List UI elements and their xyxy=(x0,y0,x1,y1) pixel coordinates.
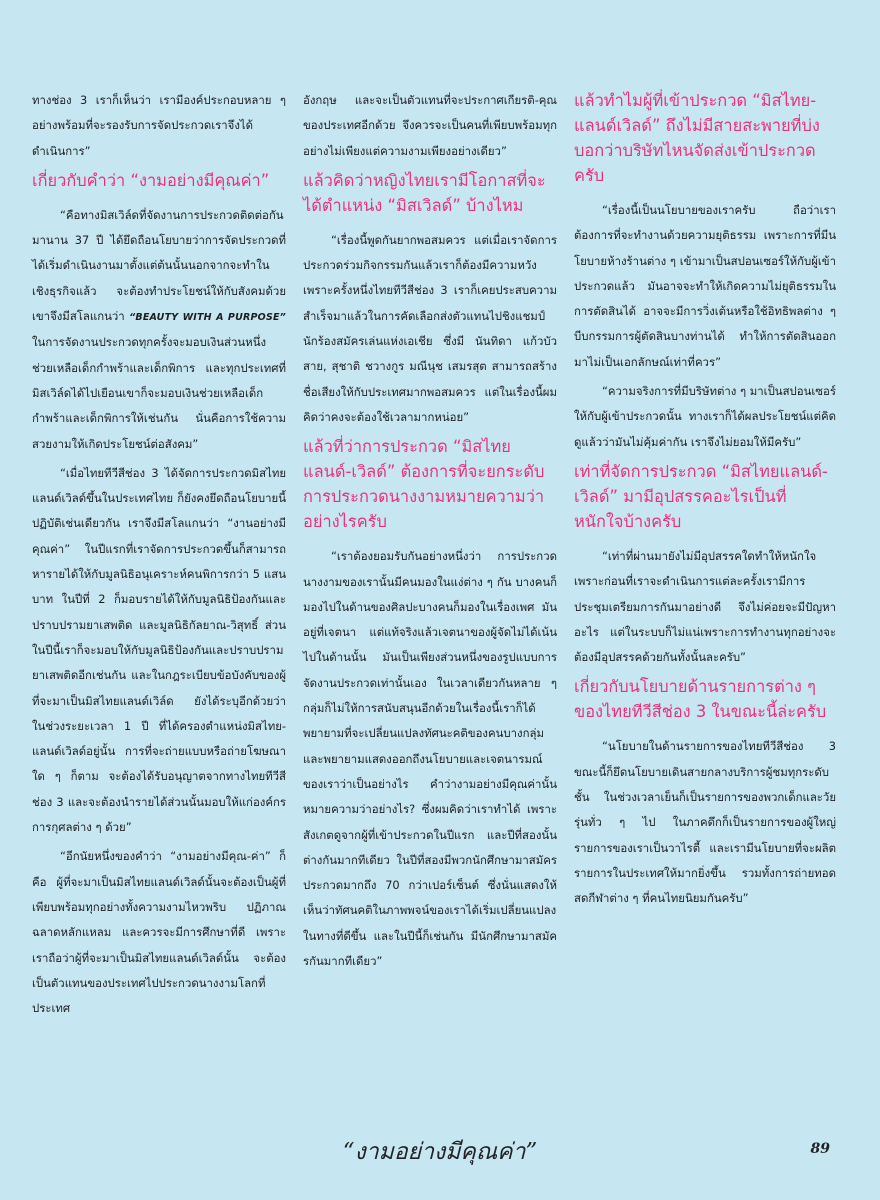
english-slogan: “BEAUTY WITH A PURPOSE” xyxy=(129,312,286,324)
paragraph: “เรื่องนี้พูดกันยากพอสมควร แต่เมื่อเราจัดการประกวดร่วมกิจกรรมกันแล้วเราก็ต้องมีความหวัง เพราะครั้งหนึ่งไทยทีวีสีช่อง 3 เราก็เคยประสบความสำเร็จมาแล้วในการคัดเลือกส่งตัวแทนไปชิงแชมป์นักร้องสมัครเล่นแห่งเอเชีย ซึ่งมี นันทิดา แก้วบัวสาย, สุชาติ ชวางกูร มณีนุช เสมรสุต สามารถสร้างชื่อเสียงให้กับประเทศมากพอสมควร แต่ในเรื่องนี้ผมคิดว่าคงจะต้องใช้เวลามากหน่อย” xyxy=(303,232,557,424)
section-heading: แล้วทำไมผู้ที่เข้าประกวด “มิสไทย-แลนด์เวิลด์” ถึงไม่มีสายสะพายที่บ่งบอกว่าบริษัทไหนจัดส่งเข้าประกวดครับ xyxy=(574,91,820,185)
column-right xyxy=(574,84,836,916)
paragraph-text: “คือทางมิสเวิล์ดที่จัดงานการประกวดติดต่อกันมานาน 37 ปี ได้ยึดถือนโยบายว่าการจัดประกวดที่ได้เริ่มดำเนินงานมาตั้งแต่ต้นนั้นนอกจากจะทำในเชิงธุรกิจแล้ว จะต้องทำประโยชน์ให้กับสังคมด้วย เขาจึงมีสโลแกนว่า xyxy=(32,207,286,324)
paragraph: “อีกนัยหนึ่งของคำว่า “งามอย่างมีคุณ-ค่า” ก็คือ ผู้ที่จะมาเป็นมิสไทยแลนด์เวิลด์นั้นจะต้องเป็นผู้ที่เพียบพร้อมทุกอย่างทั้งความงามไหวพริบ ปฏิภาณ ฉลาดหลักแหลม และควรจะมีการศึกษาที่ดี เพราะเราถือว่าผู้ที่จะมาเป็นมิสไทยแลนด์เวิลด์นั้น จะต้องเป็นตัวแทนของประเทศไปประกวดนางงามโลกที่ประเทศ xyxy=(32,849,286,1016)
paragraph: “นโยบายในด้านรายการของไทยทีวีสีช่อง 3 ขณะนี้ก็ยึดนโยบายเดินสายกลางบริการผู้ชมทุกระดับชั้น ในช่วงเวลาเย็นก็เป็นรายการของพวกเด็กและวัยรุ่นทั่ว ๆ ไป ในภาคดึกก็เป็นรายการของผู้ใหญ่ รายการของเราเป็นวาไรตี้ และเรามีนโยบายที่จะผลิตรายการในประเทศให้มากยิ่งขึ้น รวมทั้งการถ่ายทอดสดกีฬาต่าง ๆ ที่คนไทยนิยมกันครับ” xyxy=(574,739,836,906)
section-heading: แล้วคิดว่าหญิงไทยเรามีโอกาสที่จะได้ตำแหน่ง “มิสเวิลด์” บ้างไหม xyxy=(303,170,546,215)
paragraph: อังกฤษ และจะเป็นตัวแทนที่จะประกาศเกียรติ-คุณของประเทศอีกด้วย จึงควรจะเป็นคนที่เพียบพร้อมทุกอย่างไม่เพียงแต่ความงามเพียงอย่างเดียว” xyxy=(303,93,557,158)
paragraph: “เท่าที่ผ่านมายังไม่มีอุปสรรคใดทำให้หนักใจ เพราะก่อนที่เราจะดำเนินการแต่ละครั้งเรามีการประชุมเตรียมการกันมาอย่างดี จึงไม่ค่อยจะมีปัญหาอะไร แต่ในระบบก็ไม่แน่เพราะการทำงานทุกอย่างจะต้องมีอุปสรรคด้วยกันทั้งนั้นละครับ” xyxy=(574,548,836,665)
section-heading: เท่าที่จัดการประกวด “มิสไทยแลนด์-เวิลด์” มามีอุปสรรคอะไรเป็นที่หนักใจบ้างครับ xyxy=(574,461,828,531)
paragraph xyxy=(32,203,286,457)
column-middle xyxy=(303,88,557,978)
paragraph: “เรื่องนี้เป็นนโยบายของเราครับ ถือว่าเราต้องการที่จะทำงานด้วยความยุติธรรม เพราะการที่มีนโยบายห้างร้านต่าง ๆ เข้ามาเป็นสปอนเซอร์ให้กับผู้เข้าประกวดแล้ว มันอาจจะทำให้เกิดความไม่ยุติธรรมในการตัดสินได้ อาจจะมีการวิ่งเต้นหรือใช้อิทธิพลต่าง ๆ บีบกรรมการผู้ตัดสินบางท่านได้ ทำให้การตัดสินออกมาไม่เป็นเอกลักษณ์เท่าที่ควร” xyxy=(574,203,836,369)
section-heading: เกี่ยวกับคำว่า “งามอย่างมีคุณค่า” xyxy=(32,170,270,190)
paragraph: ทางช่อง 3 เราก็เห็นว่า เรามีองค์ประกอบหลาย ๆ อย่างพร้อมที่จะรองรับการจัดประกวดเราจึงได้ดำเนินการ” xyxy=(32,93,286,158)
paragraph: “เราต้องยอมรับกันอย่างหนึ่งว่า การประกวดนางงามของเรานั้นมีคนมองในแง่ต่าง ๆ กัน บางคนก็มองไปในด้านของศิลปะบางคนก็มองในเรื่องเพศ มันอยู่ที่เจตนา แต่แท้จริงแล้วเจตนาของผู้จัดไม่ได้เน้นไปในด้านนั้น มันเป็นเพียงส่วนหนึ่งของรูปแบบการจัดงานประกวดเท่านั้นเอง ในเวลาเดียวกันหลาย ๆ กลุ่มก็ไม่ให้การสนับสนุนอีกด้วยในเรื่องนี้เราก็ได้พยายามที่จะเปลี่ยนแปลงทัศนะคติของคนบางกลุ่ม และพยายามแสดงออกถึงนโยบายและเจตนารมณ์ของเราว่าเป็นอย่างไร คำว่างามอย่างมีคุณค่านั้นหมายความว่าอย่างไร? ซึ่งผมคิดว่าเราทำได้ เพราะสังเกตดูจากผู้ที่เข้าประกวดในปีแรก และปีที่สองนั้นต่างกันมากทีเดียว ในปีที่สองมีพวกนักศึกษามาสมัครประกวดมากถึง 70 กว่าเปอร์เซ็นต์ ซึ่งนั่นแสดงให้เห็นว่าทัศนคติในภาพพจน์ของเราได้เริ่มเปลี่ยนแปลงในทางที่ดีขึ้น และในปีนี้ก็เช่นกัน มีนักศึกษามาสมัครกันมากทีเดียว” xyxy=(303,549,557,969)
paragraph-text: ในการจัดงานประกวดทุกครั้งจะมอบเงินส่วนหนึ่งช่วยเหลือเด็กกำพร้าและเด็กพิการ และทุกประเทศที่มิสเวิล์ดได้ไปเยือนเขาก็จะมอบเงินช่วยเหลือเด็กกำพร้าและเด็กพิการให้เช่นกัน นั่นคือการใช้ความสวยงามให้เกิดประโยชน์ต่อสังคม” xyxy=(32,335,286,451)
page-number: 89 xyxy=(810,1141,830,1157)
column-left xyxy=(32,88,286,1025)
paragraph: “ความจริงการที่มีบริษัทต่าง ๆ มาเป็นสปอนเซอร์ให้กับผู้เข้าประกวดนั้น ทางเราก็ได้ผลประโยชน์แต่คิดดูแล้วว่ามันไม่คุ้มค่ากัน เราจึงไม่ยอมให้มีครับ” xyxy=(574,384,836,449)
paragraph: “เมื่อไทยทีวีสีช่อง 3 ได้จัดการประกวดมิสไทยแลนด์เวิลด์ขึ้นในประเทศไทย ก็ยังคงยึดถือนโยบายนี้ปฏิบัติเช่นเดียวกัน เราจึงมีสโลแกนว่า “งานอย่างมีคุณค่า” ในปีแรกที่เราจัดการประกวดขึ้นก็สามารถหารายได้ให้กับมูลนิธิอนุเคราะห์คนพิการกว่า 5 แสนบาท ในปีที่ 2 ก็มอบรายได้ให้กับมูลนิธิป้องกันและปราบปรามยาเสพติด และมูลนิธิกัลยาณ-วิสุทธิ์ ส่วนในปีนี้เราก็จะมอบให้กับมูลนิธิป้องกันและปราบปรามยาเสพติดอีกเช่นกัน และในกฎระเบียบข้อบังคับของผู้ที่จะมาเป็นมิสไทยแลนด์เวิล์ด ยังได้ระบุอีกด้วยว่า ในช่วงระยะเวลา 1 ปี ที่ได้ครองตำแหน่งมิสไทย-แลนด์เวิลด์อยู่นั้น การที่จะถ่ายแบบหรือถ่ายโฆษณาใด ๆ ก็ตาม จะต้องได้รับอนุญาตจากทางไทยทีวีสีช่อง 3 และจะต้องนำรายได้ส่วนนั้นมอบให้แก่องค์กรการกุศลต่าง ๆ ด้วย” xyxy=(32,465,286,835)
section-heading: แล้วที่ว่าการประกวด “มิสไทยแลนด์-เวิลด์” ต้องการที่จะยกระดับการประกวดนางงามหมายความว่าอย่างไรครับ xyxy=(303,437,545,532)
section-heading: เกี่ยวกับนโยบายด้านรายการต่าง ๆ ของไทยทีวีสีช่อง 3 ในขณะนี้ล่ะครับ xyxy=(574,677,827,722)
footer-title: “งามอย่างมีคุณค่า” xyxy=(342,1139,538,1165)
